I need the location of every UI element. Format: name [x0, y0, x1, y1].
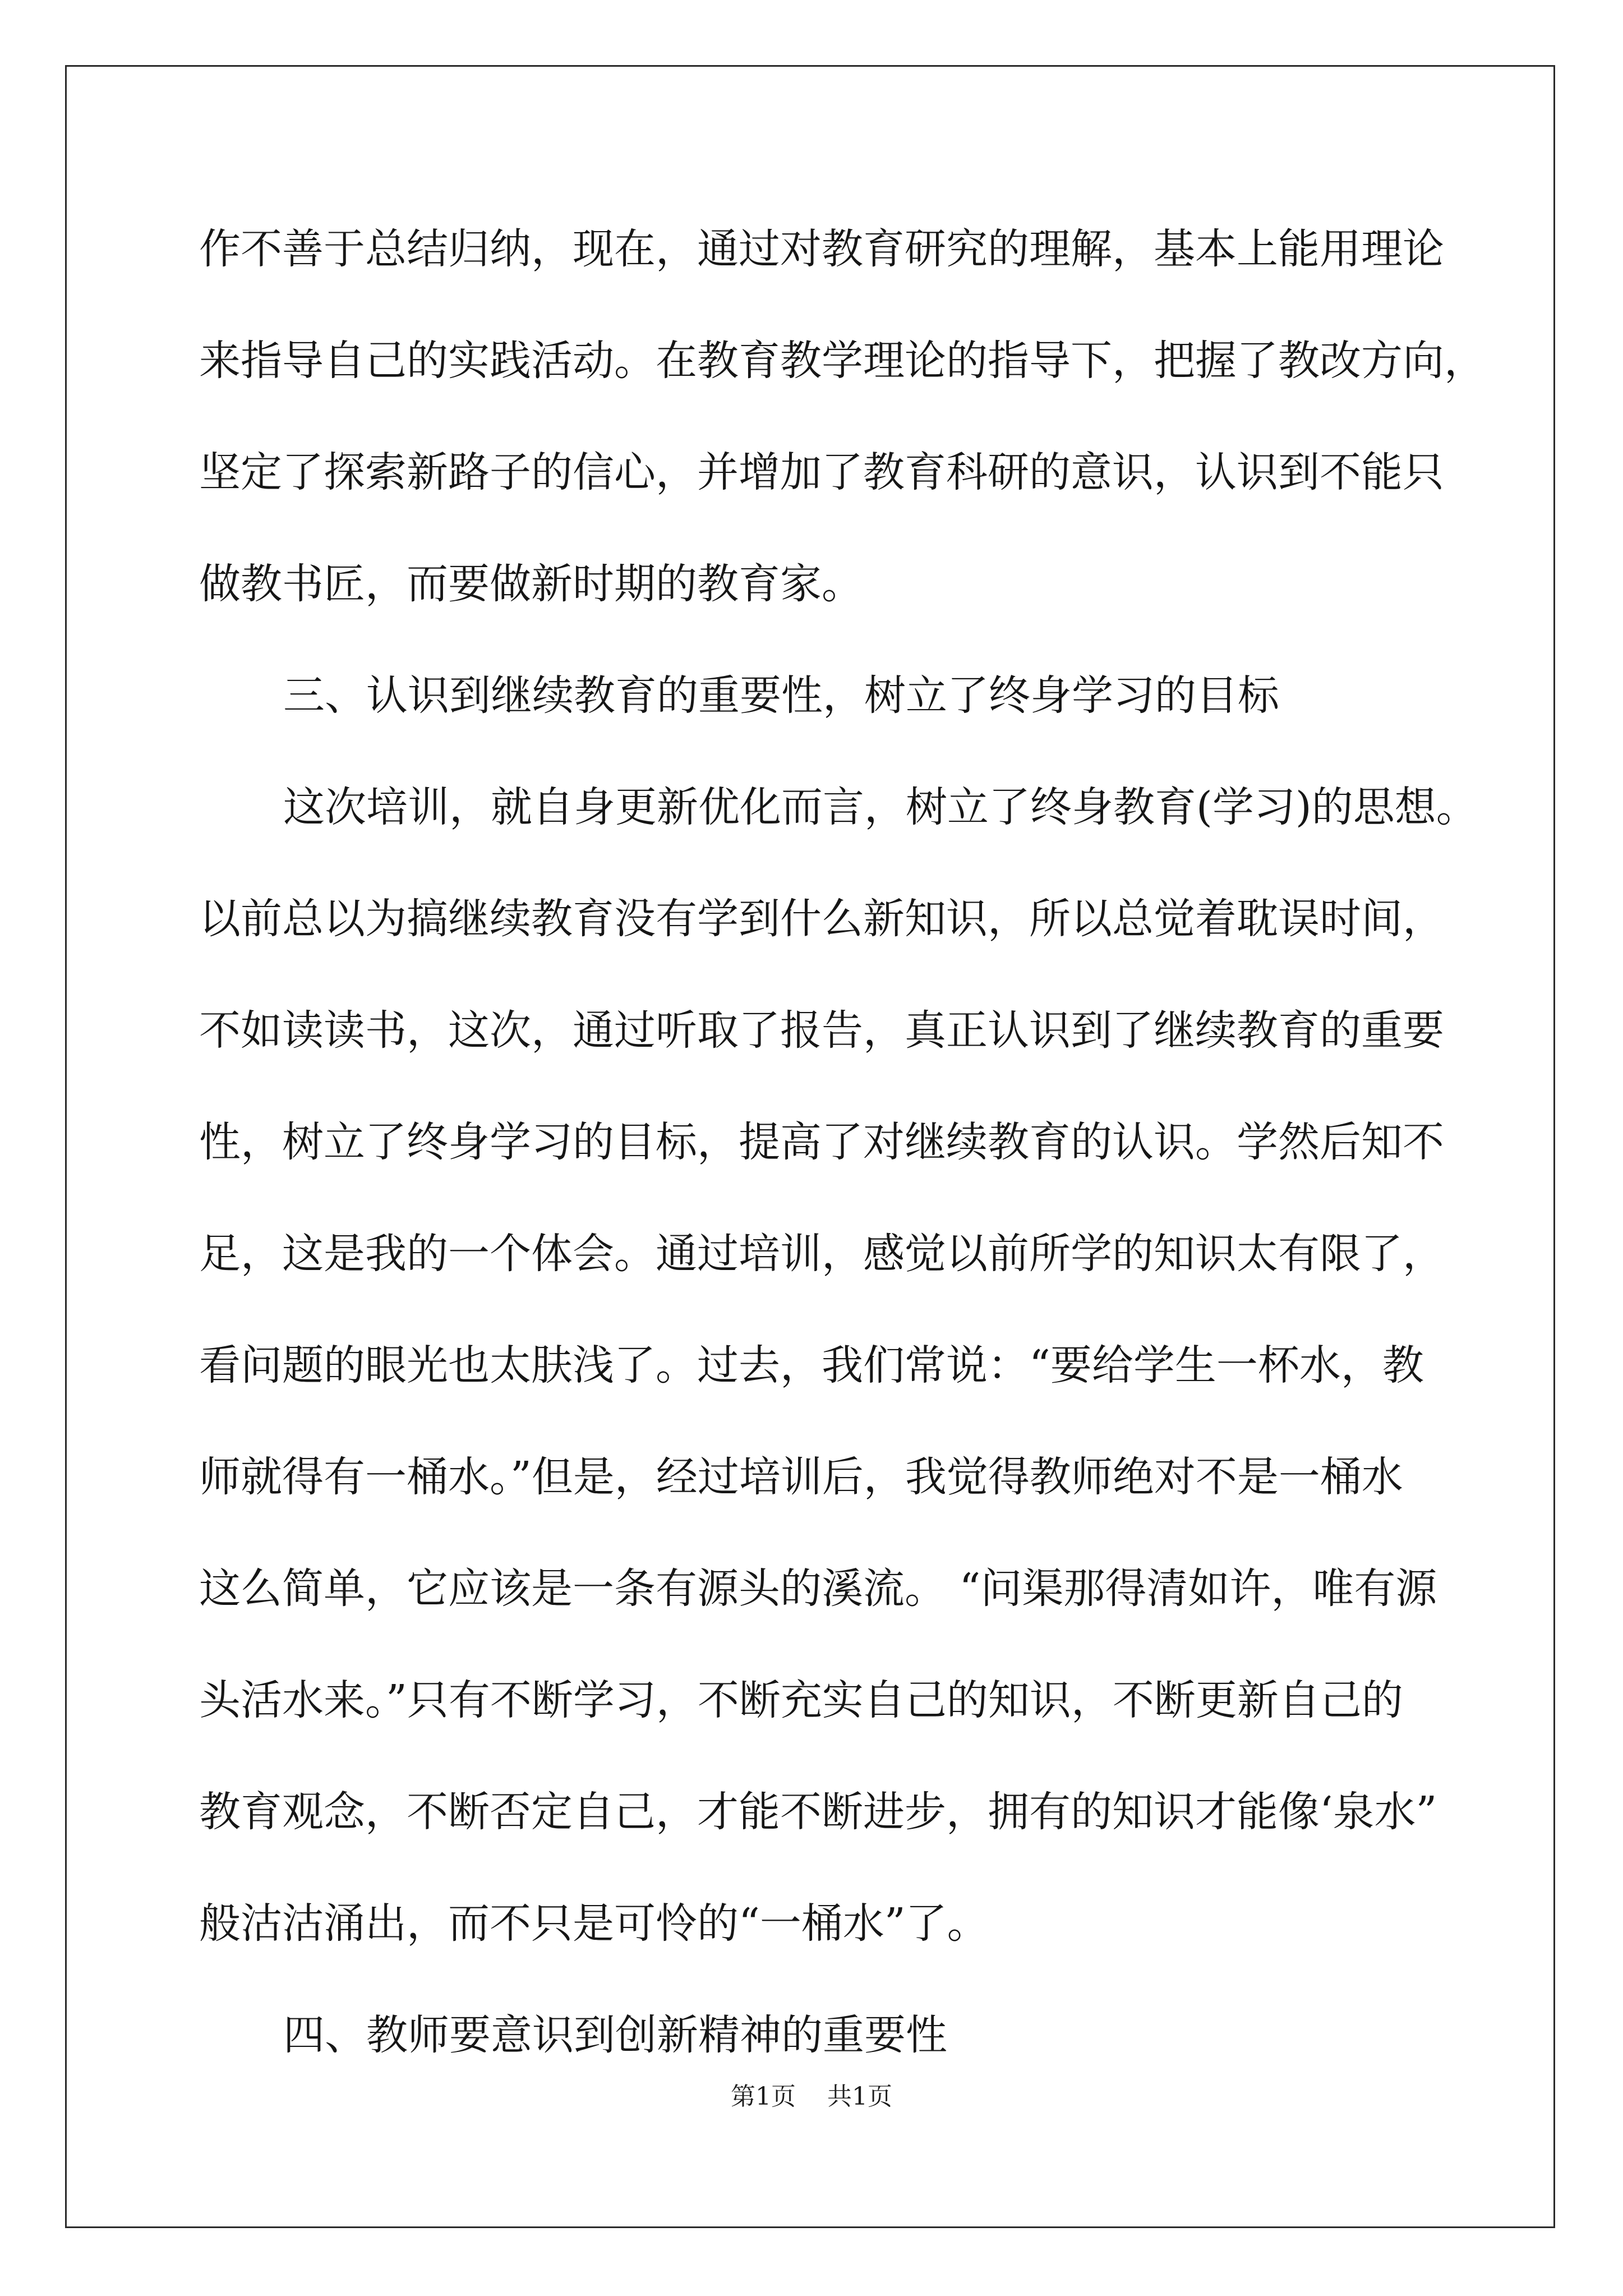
text-line: 性，树立了终身学习的目标，提高了对继续教育的认识。学然后知不	[199, 1118, 1444, 1166]
page-footer	[0, 2080, 1623, 2114]
text-line: 这次培训，就自身更新优化而言，树立了终身教育(学习)的思想。	[283, 783, 1478, 831]
text-line: 四、教师要意识到创新精神的重要性	[283, 2011, 947, 2059]
text-line: 头活水来。”只有不断学习，不断充实自己的知识，不断更新自己的	[199, 1676, 1403, 1724]
text-line: 这么简单，它应该是一条有源头的溪流。 “问渠那得清如许，唯有源	[199, 1565, 1437, 1613]
text-line: 坚定了探索新路子的信心，并增加了教育科研的意识，认识到不能只	[199, 448, 1444, 496]
page-number: 第1页	[731, 2082, 796, 2111]
text-line: 不如读读书，这次，通过听取了报告，真正认识到了继续教育的重要	[199, 1006, 1444, 1055]
page-total: 共1页	[827, 2082, 892, 2111]
text-line: 足，这是我的一个体会。通过培训，感觉以前所学的知识太有限了，	[199, 1230, 1444, 1278]
text-line: 作不善于总结归纳，现在，通过对教育研究的理解，基本上能用理论	[199, 225, 1444, 273]
text-line: 教育观念，不断否定自己，才能不断进步，拥有的知识才能像‘泉水”	[199, 1788, 1437, 1836]
text-line: 看问题的眼光也太肤浅了。过去，我们常说：“要给学生一杯水，教	[199, 1341, 1424, 1389]
text-line: 做教书匠，而要做新时期的教育家。	[199, 560, 863, 608]
text-line: 以前总以为搞继续教育没有学到什么新知识，所以总觉着耽误时间，	[199, 895, 1444, 943]
text-line: 来指导自己的实践活动。在教育教学理论的指导下，把握了教改方向，	[199, 337, 1486, 385]
document-body	[199, 205, 1486, 2102]
text-line: 师就得有一桶水。”但是，经过培训后，我觉得教师绝对不是一桶水	[199, 1453, 1403, 1501]
text-line: 般沽沽涌出，而不只是可怜的“一桶水”了。	[199, 1899, 989, 1948]
text-line: 三、认识到继续教育的重要性，树立了终身学习的目标	[283, 671, 1279, 720]
